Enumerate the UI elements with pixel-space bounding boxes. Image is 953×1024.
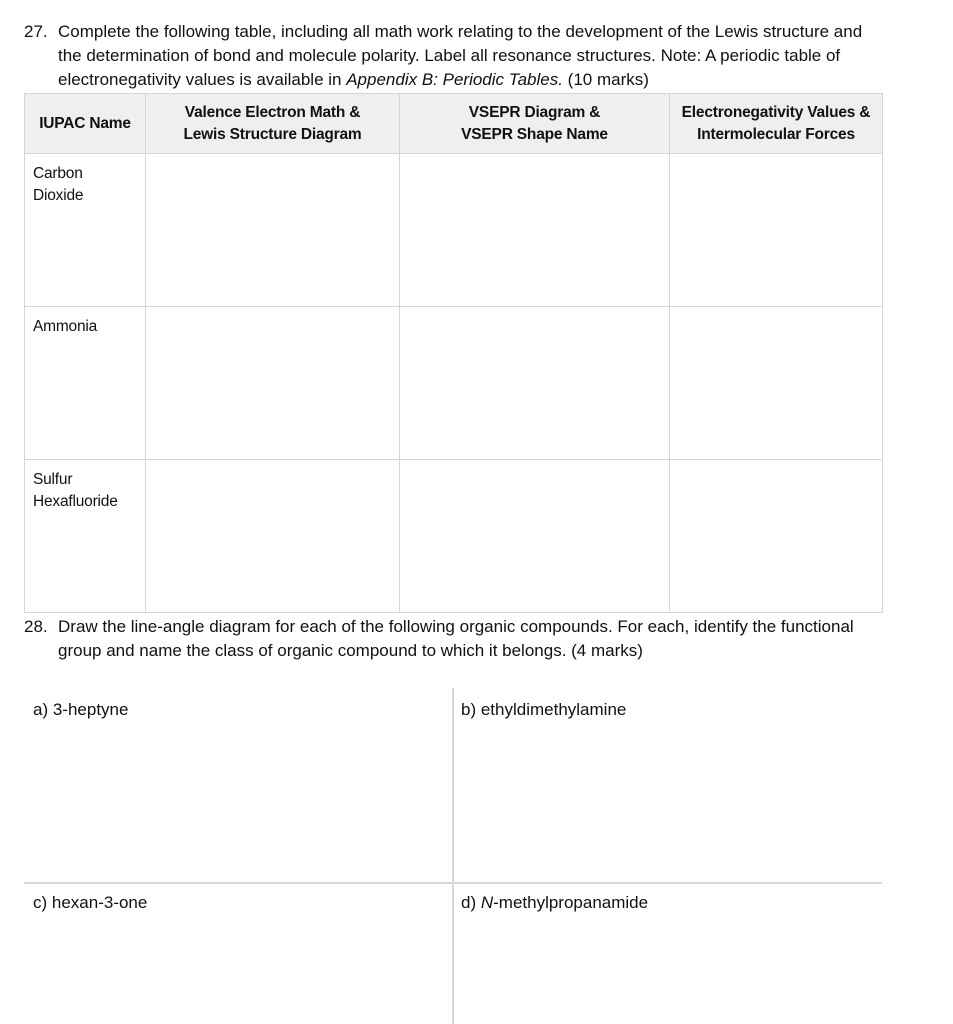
chemistry-answer-table bbox=[24, 93, 883, 613]
header-electronegativity-line1: Electronegativity Values & bbox=[681, 103, 871, 121]
question-27-appendix-reference: Appendix B: Periodic Tables. bbox=[346, 70, 563, 89]
part-d-label bbox=[461, 891, 648, 915]
table-header-row bbox=[25, 94, 883, 154]
answer-cell-electronegativity[interactable] bbox=[670, 460, 883, 613]
question-28-answer-grid bbox=[24, 688, 882, 1024]
row-carbon-dioxide-name bbox=[25, 154, 146, 307]
header-valence-line2: Lewis Structure Diagram bbox=[183, 125, 362, 143]
header-vsepr-line2: VSEPR Shape Name bbox=[461, 125, 608, 143]
answer-cell-lewis[interactable] bbox=[146, 307, 400, 460]
grid-vertical-divider bbox=[452, 688, 454, 1024]
table-row bbox=[25, 307, 883, 460]
compound-name-line1: Carbon bbox=[33, 165, 83, 182]
table-row bbox=[25, 154, 883, 307]
compound-name-line2: Hexafluoride bbox=[33, 493, 118, 510]
question-28 bbox=[24, 615, 884, 663]
header-vsepr-line1: VSEPR Diagram & bbox=[468, 103, 601, 121]
question-27 bbox=[24, 20, 884, 92]
question-27-marks: (10 marks) bbox=[562, 70, 649, 89]
header-vsepr-diagram bbox=[400, 94, 670, 154]
table-row bbox=[25, 460, 883, 613]
answer-cell-electronegativity[interactable] bbox=[670, 307, 883, 460]
question-28-number: 28. bbox=[24, 617, 48, 636]
answer-cell-lewis[interactable] bbox=[146, 154, 400, 307]
question-28-text: Draw the line-angle diagram for each of the following organic compounds. For each, identify the functional group and name the class of organic compound to which it belongs. (4 marks) bbox=[58, 617, 854, 660]
answer-cell-vsepr[interactable] bbox=[400, 307, 670, 460]
answer-cell-vsepr[interactable] bbox=[400, 460, 670, 613]
compound-name-line2: Dioxide bbox=[33, 187, 84, 204]
part-d-prefix: d) bbox=[461, 893, 481, 912]
part-c-label: c) hexan-3-one bbox=[33, 893, 148, 912]
part-d-italic-n: N bbox=[480, 893, 494, 912]
part-b-label: b) ethyldimethylamine bbox=[461, 700, 627, 719]
question-27-text-main: Complete the following table, including all math work relating to the development of the Lewis structure and the determination of bond and molecule polarity. Label all resonance structures. Note: A periodic table of electronegativity values is available in bbox=[58, 22, 863, 89]
question-27-number: 27. bbox=[24, 22, 48, 41]
part-d-rest: -methylpropanamide bbox=[493, 893, 649, 912]
header-electronegativity-line2: Intermolecular Forces bbox=[697, 125, 855, 143]
compound-name-line1: Ammonia bbox=[33, 318, 98, 335]
answer-cell-electronegativity[interactable] bbox=[670, 154, 883, 307]
answer-cell-vsepr[interactable] bbox=[400, 154, 670, 307]
header-valence-line1: Valence Electron Math & bbox=[184, 103, 361, 121]
grid-horizontal-divider bbox=[24, 882, 882, 884]
header-iupac-name bbox=[25, 94, 146, 154]
row-sulfur-hexafluoride-name bbox=[25, 460, 146, 613]
answer-cell-lewis[interactable] bbox=[146, 460, 400, 613]
part-a-label: a) 3-heptyne bbox=[33, 700, 129, 719]
compound-name-line1: Sulfur bbox=[33, 471, 73, 488]
row-ammonia-name bbox=[25, 307, 146, 460]
header-valence-electron-math bbox=[146, 94, 400, 154]
header-electronegativity bbox=[670, 94, 883, 154]
question-27-text bbox=[58, 20, 884, 92]
header-iupac-name-line1: IUPAC Name bbox=[39, 114, 131, 132]
